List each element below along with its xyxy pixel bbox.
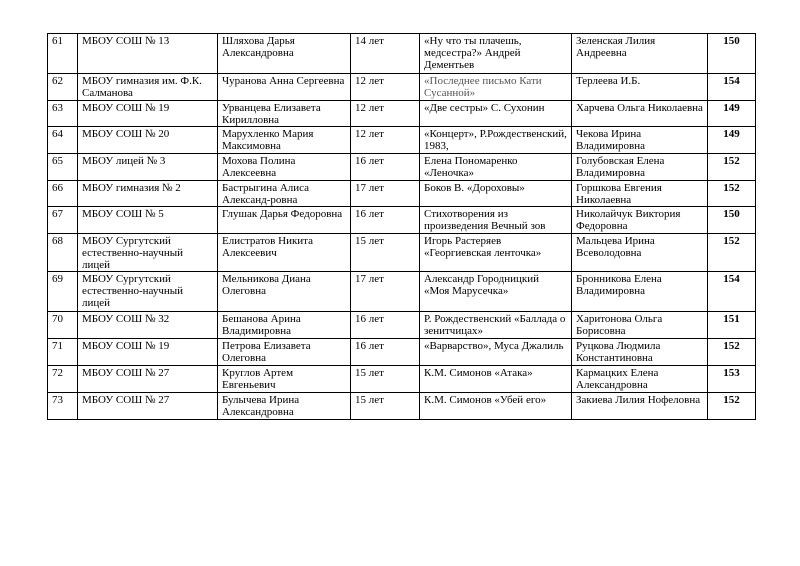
row-number: 68 bbox=[48, 234, 78, 272]
score-cell: 152 bbox=[708, 393, 756, 420]
teacher-cell: Закиева Лилия Нофеловна bbox=[572, 393, 708, 420]
row-number: 71 bbox=[48, 339, 78, 366]
score-cell: 154 bbox=[708, 74, 756, 101]
teacher-cell: Зеленская Лилия Андреевна bbox=[572, 34, 708, 74]
row-number: 67 bbox=[48, 207, 78, 234]
school-cell: МБОУ лицей № 3 bbox=[78, 154, 218, 181]
student-cell: Круглов Артем Евгеньевич bbox=[218, 366, 351, 393]
work-cell: Елена Пономаренко «Леночка» bbox=[420, 154, 572, 181]
age-cell: 16 лет bbox=[351, 339, 420, 366]
student-cell: Чуранова Анна Сергеевна bbox=[218, 74, 351, 101]
score-cell: 153 bbox=[708, 366, 756, 393]
score-cell: 150 bbox=[708, 207, 756, 234]
table-row bbox=[48, 234, 756, 272]
student-cell: Марухленко Мария Максимовна bbox=[218, 127, 351, 154]
row-number: 65 bbox=[48, 154, 78, 181]
score-cell: 151 bbox=[708, 312, 756, 339]
row-number: 70 bbox=[48, 312, 78, 339]
student-cell: Бастрыгина Алиса Александ-ровна bbox=[218, 181, 351, 207]
age-cell: 12 лет bbox=[351, 101, 420, 127]
score-cell: 150 bbox=[708, 34, 756, 74]
teacher-cell: Чекова Ирина Владимировна bbox=[572, 127, 708, 154]
score-cell: 152 bbox=[708, 154, 756, 181]
table-row bbox=[48, 312, 756, 339]
row-number: 72 bbox=[48, 366, 78, 393]
work-cell: «Концерт», Р.Рождественский, 1983, bbox=[420, 127, 572, 154]
teacher-cell: Мальцева Ирина Всеволодовна bbox=[572, 234, 708, 272]
score-cell: 152 bbox=[708, 339, 756, 366]
school-cell: МБОУ СОШ № 5 bbox=[78, 207, 218, 234]
score-cell: 154 bbox=[708, 272, 756, 312]
table-row bbox=[48, 393, 756, 420]
student-cell: Урванцева Елизавета Кирилловна bbox=[218, 101, 351, 127]
table-row bbox=[48, 366, 756, 393]
school-cell: МБОУ гимназия им. Ф.К. Салманова bbox=[78, 74, 218, 101]
school-cell: МБОУ СОШ № 32 bbox=[78, 312, 218, 339]
table-row bbox=[48, 339, 756, 366]
age-cell: 15 лет bbox=[351, 234, 420, 272]
student-cell: Мельникова Диана Олеговна bbox=[218, 272, 351, 312]
table-row bbox=[48, 74, 756, 101]
school-cell: МБОУ СОШ № 27 bbox=[78, 366, 218, 393]
work-cell: К.М. Симонов «Убей его» bbox=[420, 393, 572, 420]
score-cell: 152 bbox=[708, 234, 756, 272]
age-cell: 17 лет bbox=[351, 272, 420, 312]
work-cell: Александр Городницкий «Моя Марусечка» bbox=[420, 272, 572, 312]
work-cell: Стихотворения из произведения Вечный зов bbox=[420, 207, 572, 234]
school-cell: МБОУ гимназия № 2 bbox=[78, 181, 218, 207]
work-cell: «Две сестры» С. Сухонин bbox=[420, 101, 572, 127]
teacher-cell: Руцкова Людмила Константиновна bbox=[572, 339, 708, 366]
school-cell: МБОУ СОШ № 20 bbox=[78, 127, 218, 154]
student-cell: Петрова Елизавета Олеговна bbox=[218, 339, 351, 366]
school-cell: МБОУ СОШ № 13 bbox=[78, 34, 218, 74]
student-cell: Булычева Ирина Александровна bbox=[218, 393, 351, 420]
teacher-cell: Бронникова Елена Владимировна bbox=[572, 272, 708, 312]
school-cell: МБОУ Сургутский естественно-научный лицей bbox=[78, 272, 218, 312]
student-cell: Глушак Дарья Федоровна bbox=[218, 207, 351, 234]
school-cell: МБОУ Сургутский естественно-научный лицей bbox=[78, 234, 218, 272]
participants-table bbox=[47, 33, 756, 420]
teacher-cell: Харчева Ольга Николаевна bbox=[572, 101, 708, 127]
age-cell: 12 лет bbox=[351, 74, 420, 101]
student-cell: Елистратов Никита Алексеевич bbox=[218, 234, 351, 272]
score-cell: 149 bbox=[708, 127, 756, 154]
teacher-cell: Голубовская Елена Владимировна bbox=[572, 154, 708, 181]
age-cell: 16 лет bbox=[351, 312, 420, 339]
age-cell: 15 лет bbox=[351, 393, 420, 420]
age-cell: 16 лет bbox=[351, 154, 420, 181]
teacher-cell: Харитонова Ольга Борисовна bbox=[572, 312, 708, 339]
school-cell: МБОУ СОШ № 19 bbox=[78, 101, 218, 127]
score-cell: 152 bbox=[708, 181, 756, 207]
work-cell: «Последнее письмо Кати Сусанной» bbox=[420, 74, 572, 101]
school-cell: МБОУ СОШ № 27 bbox=[78, 393, 218, 420]
age-cell: 12 лет bbox=[351, 127, 420, 154]
table-row bbox=[48, 181, 756, 207]
student-cell: Шляхова Дарья Александровна bbox=[218, 34, 351, 74]
work-cell: Боков В. «Дороховы» bbox=[420, 181, 572, 207]
row-number: 61 bbox=[48, 34, 78, 74]
score-cell: 149 bbox=[708, 101, 756, 127]
teacher-cell: Терлеева И.Б. bbox=[572, 74, 708, 101]
table-row bbox=[48, 127, 756, 154]
row-number: 66 bbox=[48, 181, 78, 207]
row-number: 73 bbox=[48, 393, 78, 420]
work-cell: Игорь Растеряев «Георгиевская ленточка» bbox=[420, 234, 572, 272]
student-cell: Бешанова Арина Владимировна bbox=[218, 312, 351, 339]
teacher-cell: Кармацких Елена Александровна bbox=[572, 366, 708, 393]
work-cell: «Варварство», Муса Джалиль bbox=[420, 339, 572, 366]
work-cell: К.М. Симонов «Атака» bbox=[420, 366, 572, 393]
row-number: 69 bbox=[48, 272, 78, 312]
school-cell: МБОУ СОШ № 19 bbox=[78, 339, 218, 366]
age-cell: 15 лет bbox=[351, 366, 420, 393]
age-cell: 16 лет bbox=[351, 207, 420, 234]
age-cell: 14 лет bbox=[351, 34, 420, 74]
row-number: 63 bbox=[48, 101, 78, 127]
row-number: 62 bbox=[48, 74, 78, 101]
age-cell: 17 лет bbox=[351, 181, 420, 207]
student-cell: Мохова Полина Алексеевна bbox=[218, 154, 351, 181]
teacher-cell: Николайчук Виктория Федоровна bbox=[572, 207, 708, 234]
work-cell: Р. Рождественский «Баллада о зенитчицах» bbox=[420, 312, 572, 339]
table-row bbox=[48, 34, 756, 74]
work-cell: «Ну что ты плачешь, медсестра?» Андрей Дементьев bbox=[420, 34, 572, 74]
table-row bbox=[48, 272, 756, 312]
table-row bbox=[48, 101, 756, 127]
teacher-cell: Горшкова Евгения Николаевна bbox=[572, 181, 708, 207]
row-number: 64 bbox=[48, 127, 78, 154]
table-row bbox=[48, 154, 756, 181]
table-row bbox=[48, 207, 756, 234]
